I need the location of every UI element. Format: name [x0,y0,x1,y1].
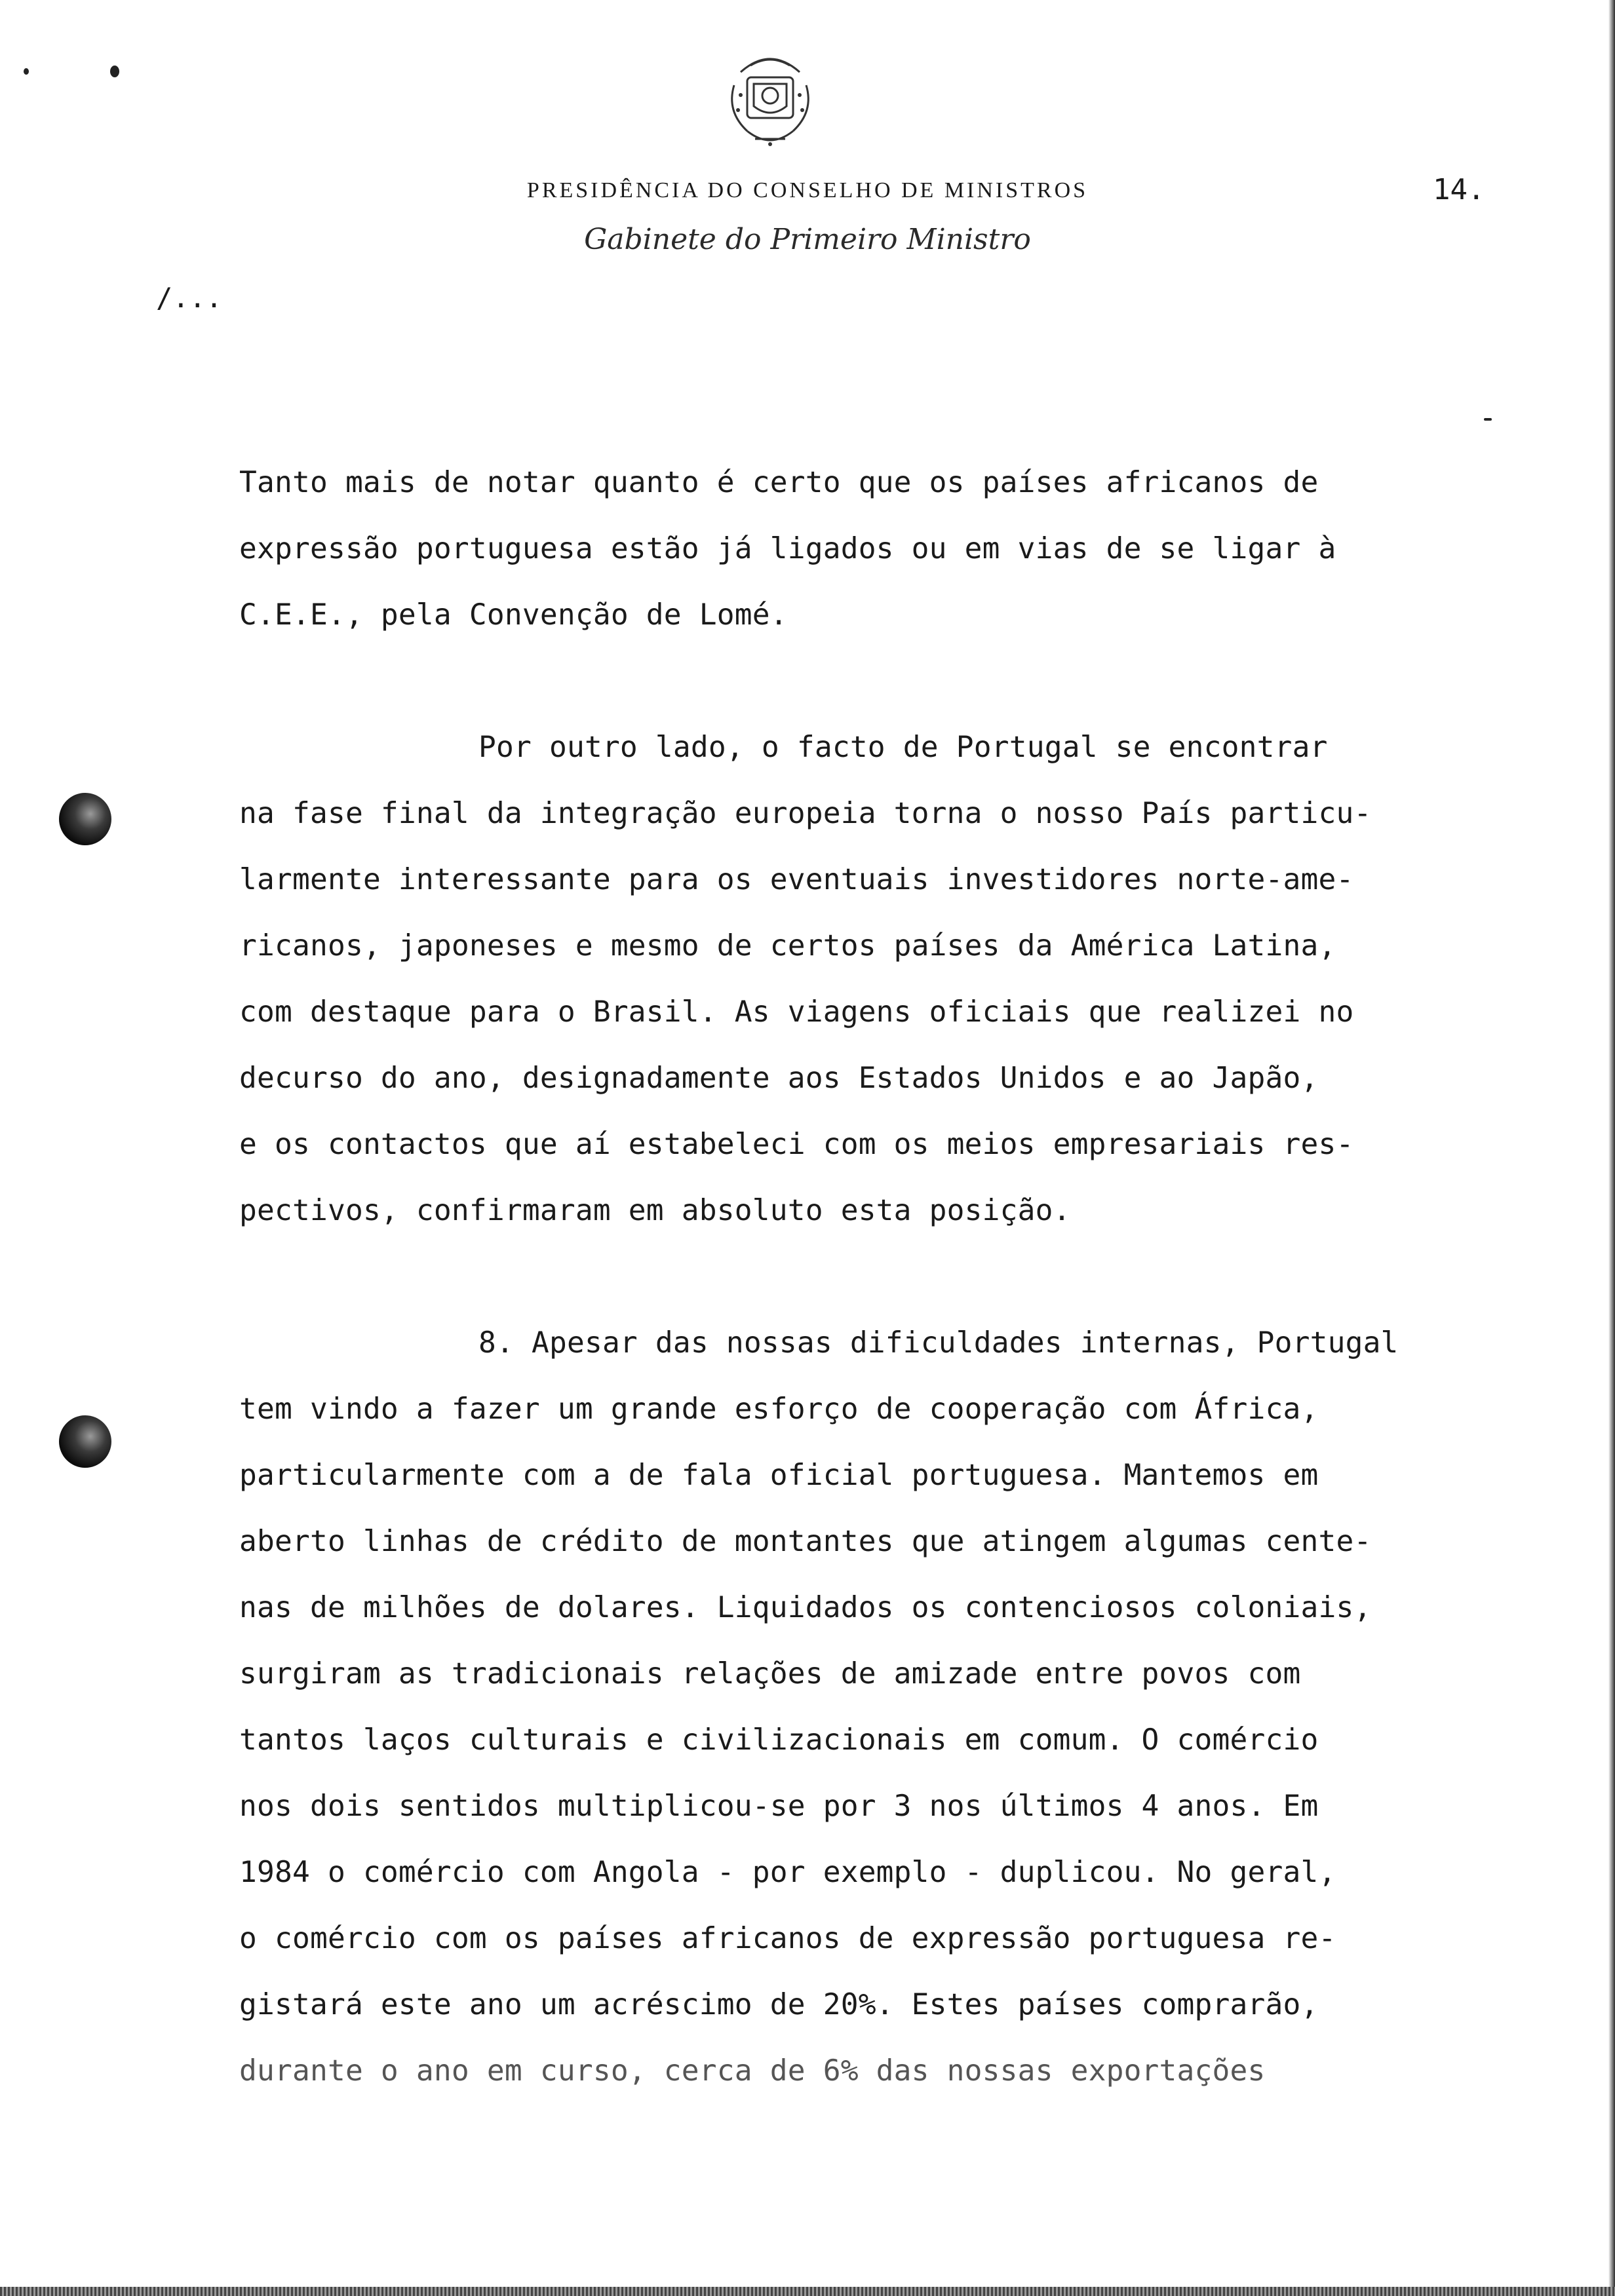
text-line: na fase final da integração europeia torna o nosso País particu- [239,797,1372,830]
text-line: o comércio com os países africanos de expressão portuguesa re- [239,1922,1336,1955]
continuation-mark: /... [156,282,223,314]
text-line: pectivos, confirmaram em absoluto esta posição. [239,1194,1071,1227]
text-line: Tanto mais de notar quanto é certo que os países africanos de [239,466,1319,499]
text-line: larmente interessante para os eventuais investidores norte-ame- [239,863,1354,896]
page-edge-bottom [0,2287,1615,2296]
paragraph-2 [239,714,1524,1244]
scan-speck [24,68,29,75]
text-line: aberto linhas de crédito de montantes que atingem algumas cente- [239,1525,1372,1558]
document-body [239,450,1524,2104]
text-line: tem vindo a fazer um grande esforço de cooperação com África, [239,1392,1319,1426]
paragraph-3 [239,1310,1524,2104]
coat-of-arms-seal [714,46,826,157]
text-line: e os contactos que aí estabeleci com os meios empresariais res- [239,1128,1354,1161]
text-line: 8. Apesar das nossas dificuldades internas, Portugal [478,1326,1399,1360]
page-number: 14. [1433,173,1485,206]
page-edge-right [1608,0,1615,2296]
text-line: C.E.E., pela Convenção de Lomé. [239,598,788,632]
text-line: particularmente com a de fala oficial portuguesa. Mantemos em [239,1459,1319,1492]
text-line: ricanos, japoneses e mesmo de certos países da América Latina, [239,929,1336,963]
header-title: PRESIDÊNCIA DO CONSELHO DE MINISTROS [526,178,1089,202]
text-line: com destaque para o Brasil. As viagens oficiais que realizei no [239,995,1354,1029]
header-subtitle: Gabinete do Primeiro Ministro [584,223,1031,256]
text-line: Por outro lado, o facto de Portugal se encontrar [478,731,1328,764]
text-line: gistará este ano um acréscimo de 20%. Estes países comprarão, [239,1988,1319,2021]
text-line: 1984 o comércio com Angola - por exemplo - duplicou. No geral, [239,1856,1336,1889]
text-line: decurso do ano, designadamente aos Estados Unidos e ao Japão, [239,1062,1319,1095]
punch-hole-top [59,793,111,845]
text-line: expressão portuguesa estão já ligados ou em vias de se ligar à [239,532,1336,565]
scan-speck [1484,418,1492,421]
text-line: tantos laços culturais e civilizacionais em comum. O comércio [239,1723,1319,1757]
text-line: nas de milhões de dolares. Liquidados os contenciosos coloniais, [239,1591,1372,1624]
text-line: nos dois sentidos multiplicou-se por 3 nos últimos 4 anos. Em [239,1789,1319,1823]
text-line: surgiram as tradicionais relações de amizade entre povos com [239,1657,1301,1691]
scan-speck [110,66,119,77]
text-line: durante o ano em curso, cerca de 6% das nossas exportações [239,2054,1266,2088]
punch-hole-bottom [59,1415,111,1468]
paragraph-1 [239,450,1524,648]
